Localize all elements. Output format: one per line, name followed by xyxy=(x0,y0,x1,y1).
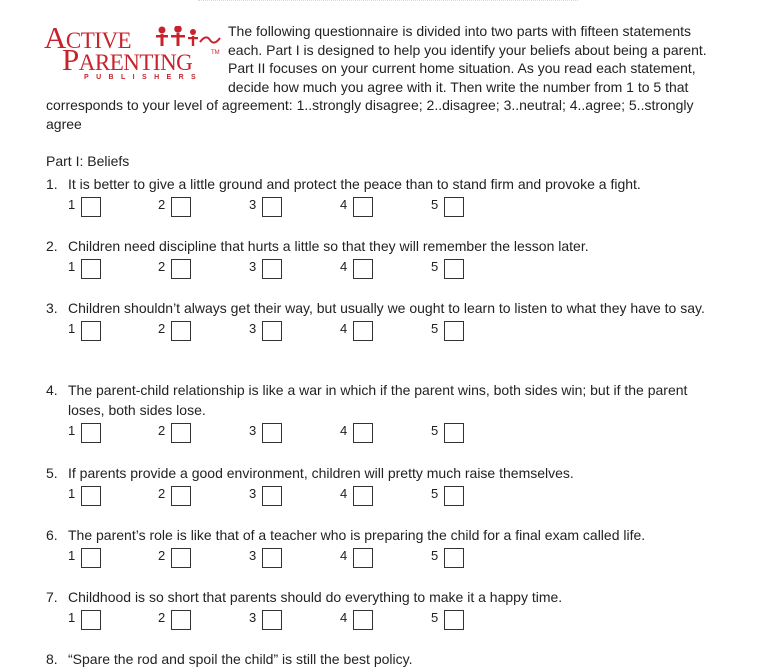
question-3 xyxy=(46,298,706,345)
rating-checkbox[interactable] xyxy=(444,423,464,443)
question-number: 7. xyxy=(46,589,58,605)
question-number: 8. xyxy=(46,651,58,667)
rating-checkbox[interactable] xyxy=(444,486,464,506)
question-6 xyxy=(46,525,706,572)
rating-option-5[interactable] xyxy=(431,486,464,506)
question-text: It is better to give a little ground and protect the peace than to stand firm and provoke a fight. xyxy=(68,176,641,192)
rating-option-3[interactable] xyxy=(249,423,282,443)
rating-checkbox[interactable] xyxy=(353,486,373,506)
rating-option-1[interactable] xyxy=(68,548,101,568)
rating-label: 3 xyxy=(249,610,257,625)
rating-label: 1 xyxy=(68,321,76,336)
rating-label: 2 xyxy=(158,548,166,563)
question-text: “Spare the rod and spoil the child” is still the best policy. xyxy=(68,651,413,667)
rating-option-3[interactable] xyxy=(249,610,282,630)
rating-label: 1 xyxy=(68,548,76,563)
rating-checkbox[interactable] xyxy=(171,197,191,217)
part-title: Part I: Beliefs xyxy=(46,153,130,169)
rating-choices xyxy=(46,421,706,447)
rating-option-2[interactable] xyxy=(158,610,191,630)
rating-checkbox[interactable] xyxy=(353,321,373,341)
rating-label: 2 xyxy=(158,610,166,625)
rating-checkbox[interactable] xyxy=(171,321,191,341)
rating-label: 4 xyxy=(340,321,348,336)
rating-option-5[interactable] xyxy=(431,259,464,279)
rating-choices xyxy=(46,484,706,510)
rating-option-5[interactable] xyxy=(431,321,464,341)
rating-label: 4 xyxy=(340,486,348,501)
rating-checkbox[interactable] xyxy=(353,610,373,630)
rating-option-5[interactable] xyxy=(431,610,464,630)
rating-label: 5 xyxy=(431,486,439,501)
question-number: 3. xyxy=(46,300,58,316)
rating-option-3[interactable] xyxy=(249,486,282,506)
question-number: 5. xyxy=(46,465,58,481)
rating-checkbox[interactable] xyxy=(262,548,282,568)
rating-label: 4 xyxy=(340,197,348,212)
rating-checkbox[interactable] xyxy=(171,610,191,630)
rating-label: 2 xyxy=(158,259,166,274)
rating-choices xyxy=(46,257,706,283)
rating-label: 1 xyxy=(68,197,76,212)
rating-option-4[interactable] xyxy=(340,423,373,443)
rating-label: 4 xyxy=(340,610,348,625)
rating-checkbox[interactable] xyxy=(353,548,373,568)
rating-label: 1 xyxy=(68,259,76,274)
question-number: 4. xyxy=(46,382,58,398)
rating-label: 2 xyxy=(158,423,166,438)
rating-label: 3 xyxy=(249,423,257,438)
rating-checkbox[interactable] xyxy=(171,486,191,506)
logo-publishers: PUBLISHERS xyxy=(84,74,204,81)
rating-label: 5 xyxy=(431,610,439,625)
rating-label: 4 xyxy=(340,548,348,563)
rating-option-4[interactable] xyxy=(340,197,373,217)
rating-checkbox[interactable] xyxy=(171,259,191,279)
rating-label: 3 xyxy=(249,486,257,501)
rating-checkbox[interactable] xyxy=(444,548,464,568)
rating-label: 2 xyxy=(158,321,166,336)
rating-label: 3 xyxy=(249,259,257,274)
rating-label: 5 xyxy=(431,423,439,438)
rating-checkbox[interactable] xyxy=(262,259,282,279)
rating-option-1[interactable] xyxy=(68,486,101,506)
page-top-edge xyxy=(198,0,578,3)
rating-option-3[interactable] xyxy=(249,197,282,217)
question-5 xyxy=(46,463,706,510)
question-1 xyxy=(46,174,706,221)
rating-choices xyxy=(46,319,706,345)
rating-checkbox[interactable] xyxy=(81,486,101,506)
rating-option-2[interactable] xyxy=(158,259,191,279)
rating-checkbox[interactable] xyxy=(262,486,282,506)
rating-option-2[interactable] xyxy=(158,486,191,506)
rating-option-1[interactable] xyxy=(68,423,101,443)
rating-checkbox[interactable] xyxy=(171,548,191,568)
question-number: 1. xyxy=(46,176,58,192)
rating-option-3[interactable] xyxy=(249,548,282,568)
intro-paragraph xyxy=(46,22,726,134)
question-text: Children need discipline that hurts a little so that they will remember the lesson later. xyxy=(68,238,589,254)
rating-checkbox[interactable] xyxy=(81,197,101,217)
rating-option-3[interactable] xyxy=(249,321,282,341)
rating-option-4[interactable] xyxy=(340,610,373,630)
rating-option-2[interactable] xyxy=(158,548,191,568)
rating-checkbox[interactable] xyxy=(353,197,373,217)
question-2 xyxy=(46,236,706,283)
logo-line-active: ACTIVE xyxy=(44,20,132,55)
question-number: 6. xyxy=(46,527,58,543)
rating-checkbox[interactable] xyxy=(171,423,191,443)
rating-option-4[interactable] xyxy=(340,259,373,279)
rating-checkbox[interactable] xyxy=(444,321,464,341)
logo-line-parenting: PARENTING xyxy=(62,42,193,77)
rating-label: 1 xyxy=(68,486,76,501)
rating-checkbox[interactable] xyxy=(444,610,464,630)
rating-checkbox[interactable] xyxy=(444,259,464,279)
logo-trademark: TM xyxy=(211,50,220,56)
rating-option-4[interactable] xyxy=(340,321,373,341)
rating-checkbox[interactable] xyxy=(262,197,282,217)
rating-label: 2 xyxy=(158,486,166,501)
rating-label: 5 xyxy=(431,321,439,336)
rating-option-2[interactable] xyxy=(158,423,191,443)
rating-checkbox[interactable] xyxy=(81,548,101,568)
rating-label: 3 xyxy=(249,548,257,563)
rating-checkbox[interactable] xyxy=(81,423,101,443)
rating-choices xyxy=(46,546,706,572)
rating-option-4[interactable] xyxy=(340,486,373,506)
question-text: The parent’s role is like that of a teacher who is preparing the child for a final exam called life. xyxy=(68,527,646,543)
rating-option-4[interactable] xyxy=(340,548,373,568)
rating-label: 5 xyxy=(431,548,439,563)
rating-option-1[interactable] xyxy=(68,197,101,217)
rating-checkbox[interactable] xyxy=(262,423,282,443)
rating-checkbox[interactable] xyxy=(353,259,373,279)
rating-option-1[interactable] xyxy=(68,321,101,341)
question-text: If parents provide a good environment, children will pretty much raise themselves. xyxy=(68,465,574,481)
rating-checkbox[interactable] xyxy=(81,259,101,279)
rating-option-5[interactable] xyxy=(431,548,464,568)
rating-label: 3 xyxy=(249,321,257,336)
question-7 xyxy=(46,587,706,634)
rating-label: 1 xyxy=(68,610,76,625)
rating-label: 4 xyxy=(340,423,348,438)
question-text: The parent-child relationship is like a war in which if the parent wins, both sides win; but if the parent loses, both sides lose. xyxy=(68,382,688,418)
rating-label: 2 xyxy=(158,197,166,212)
rating-checkbox[interactable] xyxy=(262,321,282,341)
rating-label: 4 xyxy=(340,259,348,274)
rating-option-1[interactable] xyxy=(68,610,101,630)
question-text: Childhood is so short that parents should do everything to make it a happy time. xyxy=(68,589,563,605)
question-8 xyxy=(46,649,706,669)
rating-option-3[interactable] xyxy=(249,259,282,279)
rating-checkbox[interactable] xyxy=(262,610,282,630)
rating-checkbox[interactable] xyxy=(353,423,373,443)
rating-label: 5 xyxy=(431,259,439,274)
rating-choices xyxy=(46,608,706,634)
rating-label: 5 xyxy=(431,197,439,212)
rating-label: 3 xyxy=(249,197,257,212)
rating-option-2[interactable] xyxy=(158,321,191,341)
rating-option-1[interactable] xyxy=(68,259,101,279)
question-number: 2. xyxy=(46,238,58,254)
intro-text: The following questionnaire is divided into two parts with fifteen statements each. Part I is designed to help you identify your beliefs about being a parent. Part II focuses on your current home situation. As you read each statement, decide how much you agree with it. Then write the number from 1 to 5 that corresponds to your level of agreement: 1..strongly disagree; 2..disagree; 3..neutral; 4..agree; 5..strongly agree xyxy=(46,23,707,132)
question-4 xyxy=(46,380,706,447)
rating-checkbox[interactable] xyxy=(81,321,101,341)
rating-choices xyxy=(46,195,706,221)
rating-option-5[interactable] xyxy=(431,423,464,443)
rating-option-2[interactable] xyxy=(158,197,191,217)
rating-label: 1 xyxy=(68,423,76,438)
rating-checkbox[interactable] xyxy=(81,610,101,630)
rating-option-5[interactable] xyxy=(431,197,464,217)
question-text: Children shouldn’t always get their way, but usually we ought to learn to listen to what they have to say. xyxy=(68,300,705,316)
rating-checkbox[interactable] xyxy=(444,197,464,217)
